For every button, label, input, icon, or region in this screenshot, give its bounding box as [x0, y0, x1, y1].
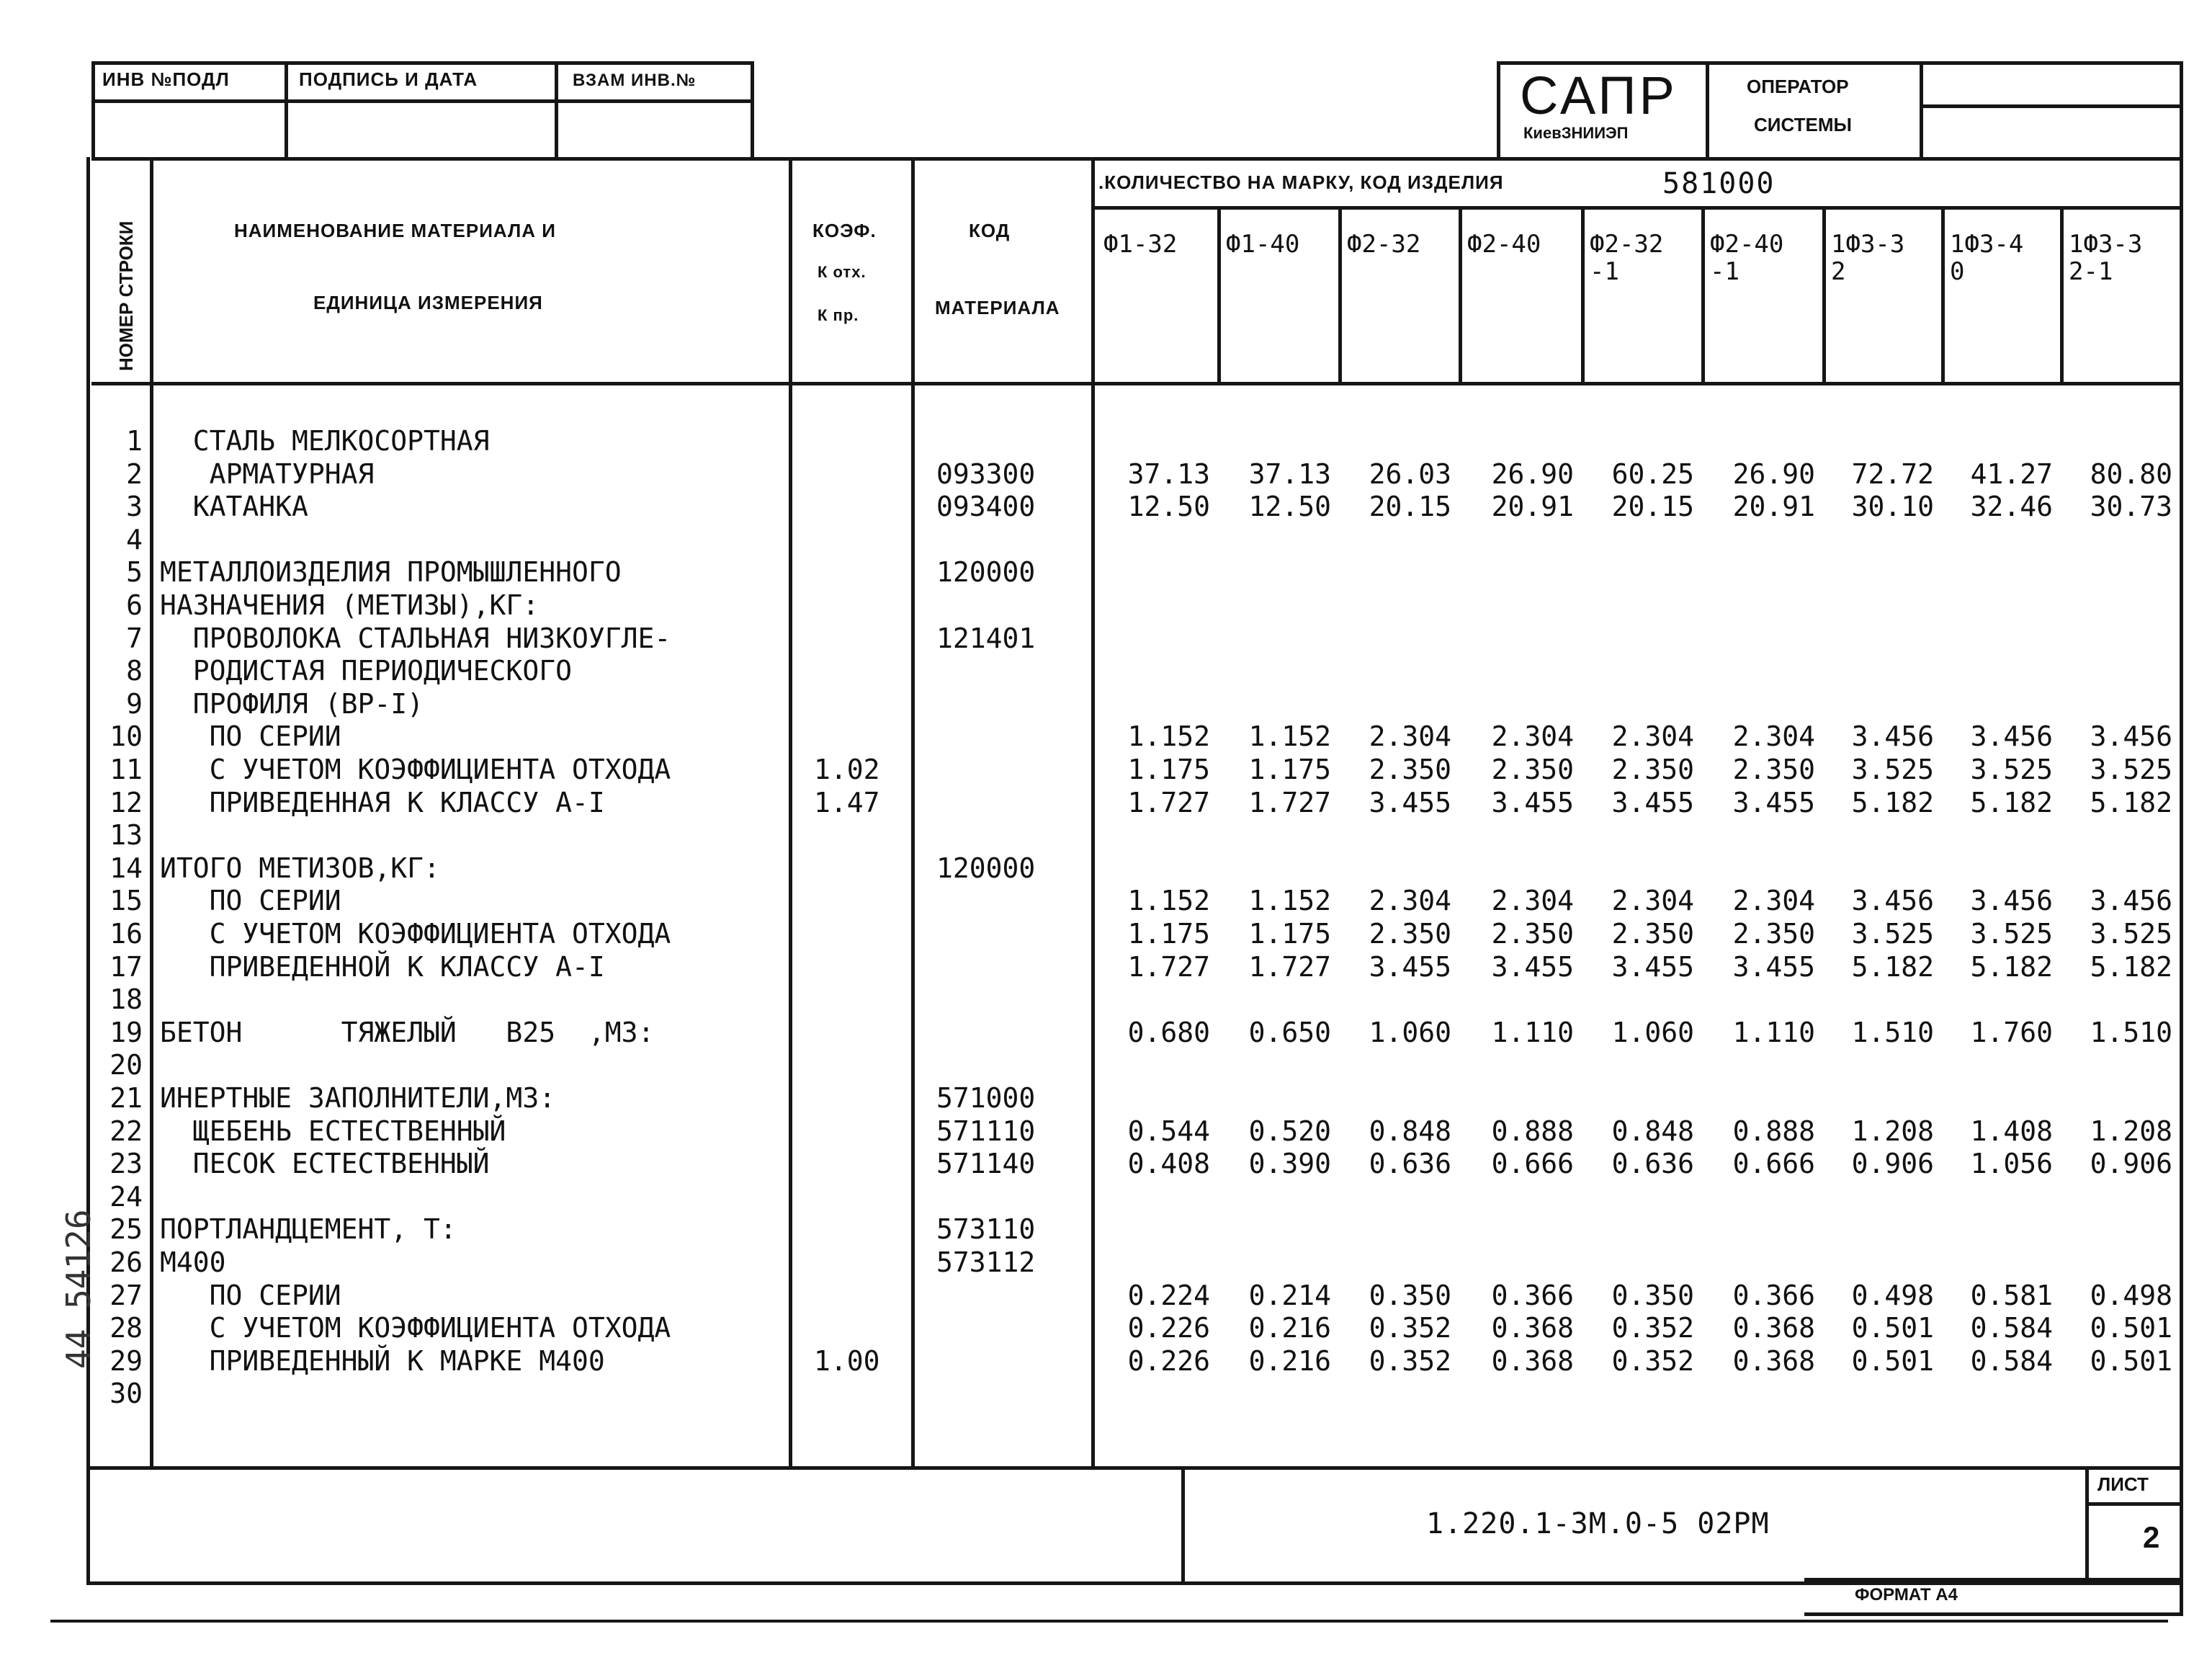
- footer-divider-1: [1181, 1466, 1185, 1581]
- quantity-header: .КОЛИЧЕСТВО НА МАРКУ, КОД ИЗДЕЛИЯ: [1098, 171, 1504, 193]
- signature-date-label: ПОДПИСЬ И ДАТА: [299, 68, 478, 90]
- row-number: 30: [109, 1378, 143, 1410]
- coef-header-2: К отх.: [818, 263, 867, 281]
- quantity-value: 2.304: [1491, 885, 1574, 917]
- rownum-column-border: [150, 157, 153, 1470]
- row-number: 7: [126, 622, 143, 654]
- mark-header: Ф1-32: [1103, 230, 1178, 259]
- mark-header: 1Ф3-3 2: [1831, 230, 1905, 286]
- quantity-value: 0.650: [1248, 1016, 1331, 1048]
- quantity-value: 2.350: [1611, 754, 1694, 785]
- quantity-value: 3.525: [1851, 754, 1934, 785]
- quantity-value: 0.390: [1248, 1148, 1331, 1180]
- quantity-value: 26.03: [1369, 458, 1451, 490]
- quantity-value: 60.25: [1611, 458, 1694, 490]
- coefficient: 1.00: [814, 1344, 880, 1377]
- row-number: 5: [126, 556, 143, 589]
- quantity-value: 0.350: [1611, 1279, 1694, 1311]
- quantity-value: 5.182: [1970, 950, 2053, 983]
- quantity-value: 0.498: [1851, 1279, 1934, 1311]
- row-number: 17: [109, 950, 143, 983]
- quantity-value: 30.73: [2090, 491, 2172, 523]
- material-name: КАТАНКА: [160, 491, 308, 523]
- material-name: ПРОФИЛЯ (ВР-I): [160, 687, 424, 720]
- material-code: 093300: [936, 458, 1036, 490]
- material-code: 573110: [936, 1213, 1036, 1246]
- quantity-value: 1.510: [2090, 1016, 2172, 1048]
- quantity-value: 3.525: [1970, 754, 2053, 785]
- quantity-value: 3.525: [2090, 754, 2172, 785]
- mark-column-divider: [1822, 208, 1826, 384]
- quantity-value: 3.455: [1732, 950, 1815, 983]
- material-code: 571110: [936, 1115, 1036, 1147]
- quantity-value: 0.544: [1127, 1115, 1210, 1147]
- format-box-right: [2180, 1578, 2183, 1616]
- quantity-value: 2.304: [1611, 720, 1694, 753]
- quantity-value: 0.368: [1732, 1312, 1815, 1344]
- sapr-divider-1: [1706, 61, 1709, 159]
- material-name: ПРИВЕДЕННЫЙ К МАРКЕ М400: [160, 1344, 605, 1377]
- operator-label-2: СИСТЕМЫ: [1754, 114, 1852, 135]
- operator-label-1: ОПЕРАТОР: [1747, 76, 1849, 97]
- quantity-value: 1.060: [1369, 1016, 1451, 1048]
- row-number: 6: [126, 589, 143, 621]
- material-name: НАЗНАЧЕНИЯ (МЕТИЗЫ),КГ:: [160, 589, 539, 621]
- vzam-inv-label: ВЗАМ ИНВ.№: [573, 71, 697, 90]
- material-code: 573112: [936, 1246, 1036, 1278]
- row-number: 21: [109, 1082, 143, 1114]
- quantity-value: 0.226: [1127, 1312, 1210, 1344]
- mark-column-divider: [1217, 208, 1221, 384]
- quantity-value: 1.510: [1851, 1016, 1934, 1048]
- row-number: 25: [109, 1213, 143, 1246]
- quantity-value: 1.152: [1127, 885, 1210, 917]
- quantity-value: 1.110: [1732, 1016, 1815, 1048]
- row-number: 19: [109, 1016, 143, 1048]
- material-name: ПОРТЛАНДЦЕМЕНТ, Т:: [160, 1213, 457, 1246]
- quantity-value: 0.368: [1491, 1344, 1574, 1377]
- material-name: СТАЛЬ МЕЛКОСОРТНАЯ: [160, 425, 490, 457]
- mark-column-divider: [1941, 208, 1945, 384]
- row-number: 10: [109, 720, 143, 753]
- quantity-value: 3.456: [1970, 720, 2053, 753]
- material-name-header-1: НАИМЕНОВАНИЕ МАТЕРИАЛА И: [234, 220, 556, 241]
- quantity-value: 1.727: [1248, 786, 1331, 818]
- org-name: КиевЗНИИЭП: [1523, 124, 1629, 142]
- quantity-value: 20.15: [1611, 491, 1694, 523]
- sapr-mid-border: [1923, 104, 2182, 108]
- material-code: 571000: [936, 1082, 1036, 1114]
- quantity-value: 3.455: [1369, 786, 1451, 818]
- material-code: 120000: [936, 852, 1036, 884]
- quantity-value: 0.906: [1851, 1148, 1934, 1180]
- quantity-value: 0.584: [1970, 1312, 2053, 1344]
- quantity-value: 32.46: [1970, 491, 2053, 523]
- quantity-value: 72.72: [1851, 458, 1934, 490]
- sapr-logo: САПР: [1520, 66, 1678, 125]
- inv-podl-label: ИНВ №ПОДЛ: [102, 68, 230, 90]
- quantity-value: 20.91: [1491, 491, 1574, 523]
- mark-header: 1Ф3-4 0: [1950, 230, 2024, 286]
- quantity-value: 0.366: [1732, 1279, 1815, 1311]
- quantity-value: 0.352: [1369, 1344, 1451, 1377]
- quantity-value: 3.455: [1369, 950, 1451, 983]
- mark-header: Ф2-32: [1347, 230, 1421, 259]
- quantity-value: 0.680: [1127, 1016, 1210, 1048]
- quantity-value: 0.214: [1248, 1279, 1331, 1311]
- table-top-border: [91, 157, 2182, 161]
- quantity-value: 2.304: [1732, 720, 1815, 753]
- row-number: 9: [126, 687, 143, 720]
- quantity-value: 1.727: [1248, 950, 1331, 983]
- quantity-value: 0.352: [1369, 1312, 1451, 1344]
- quantity-value: 1.175: [1127, 754, 1210, 785]
- material-name: ПРИВЕДЕННОЙ К КЛАССУ А-I: [160, 950, 605, 983]
- material-name: ЩЕБЕНЬ ЕСТЕСТВЕННЫЙ: [160, 1115, 506, 1147]
- quantity-value: 20.15: [1369, 491, 1451, 523]
- quantity-value: 0.848: [1611, 1115, 1694, 1147]
- quantity-value: 5.182: [1851, 950, 1934, 983]
- row-number: 20: [109, 1049, 143, 1081]
- material-code: 571140: [936, 1148, 1036, 1180]
- quantity-value: 0.584: [1970, 1344, 2053, 1377]
- quantity-value: 80.80: [2090, 458, 2172, 490]
- quantity-value: 3.456: [1851, 720, 1934, 753]
- format-box-top: [1804, 1578, 2182, 1581]
- quantity-header-border: [1095, 206, 2182, 210]
- quantity-value: 0.226: [1127, 1344, 1210, 1377]
- quantity-value: 0.501: [1851, 1344, 1934, 1377]
- quantity-value: 0.888: [1491, 1115, 1574, 1147]
- quantity-value: 0.350: [1369, 1279, 1451, 1311]
- stamp-mid-border: [91, 99, 754, 103]
- material-name: БЕТОН ТЯЖЕЛЫЙ В25 ,М3:: [160, 1016, 655, 1048]
- quantity-value: 3.456: [1970, 885, 2053, 917]
- quantity-value: 1.056: [1970, 1148, 2053, 1180]
- quantity-value: 5.182: [2090, 950, 2172, 983]
- quantity-value: 0.352: [1611, 1344, 1694, 1377]
- quantity-value: 1.152: [1127, 720, 1210, 753]
- material-name: ПЕСОК ЕСТЕСТВЕННЫЙ: [160, 1148, 490, 1180]
- mark-header: 1Ф3-3 2-1: [2069, 230, 2143, 286]
- material-name: ПО СЕРИИ: [160, 885, 341, 917]
- material-name: ИНЕРТНЫЕ ЗАПОЛНИТЕЛИ,М3:: [160, 1082, 556, 1114]
- quantity-value: 2.350: [1369, 918, 1451, 950]
- mark-column-divider: [1581, 208, 1585, 384]
- quantity-value: 0.666: [1491, 1148, 1574, 1180]
- row-number: 8: [126, 655, 143, 687]
- quantity-value: 0.366: [1491, 1279, 1574, 1311]
- stamp-divider-2: [555, 61, 558, 159]
- row-number: 28: [109, 1312, 143, 1344]
- sheet-bottom-edge: [50, 1620, 2168, 1623]
- mark-header: Ф2-40 -1: [1710, 230, 1784, 286]
- row-number: 18: [109, 983, 143, 1016]
- product-code: 581000: [1662, 167, 1776, 200]
- material-name: ПО СЕРИИ: [160, 1279, 341, 1311]
- quantity-value: 0.520: [1248, 1115, 1331, 1147]
- quantity-value: 1.060: [1611, 1016, 1694, 1048]
- quantity-value: 0.408: [1127, 1148, 1210, 1180]
- sheet-label: ЛИСТ: [2097, 1473, 2149, 1495]
- quantity-value: 2.304: [1369, 885, 1451, 917]
- quantity-value: 3.525: [1970, 918, 2053, 950]
- margin-handwritten-note: 44 54126: [59, 1209, 98, 1369]
- material-code: 120000: [936, 556, 1036, 589]
- format-box-bottom: [1804, 1612, 2182, 1616]
- quantity-value: 2.304: [1369, 720, 1451, 753]
- stamp-divider-1: [285, 61, 288, 159]
- quantity-value: 0.848: [1369, 1115, 1451, 1147]
- row-number: 11: [109, 754, 143, 785]
- quantity-value: 20.91: [1732, 491, 1815, 523]
- row-number: 12: [109, 786, 143, 818]
- quantity-value: 5.182: [1970, 786, 2053, 818]
- quantity-value: 0.368: [1732, 1344, 1815, 1377]
- quantity-value: 2.350: [1732, 918, 1815, 950]
- quantity-value: 2.350: [1611, 918, 1694, 950]
- quantity-value: 26.90: [1491, 458, 1574, 490]
- quantity-value: 3.456: [1851, 885, 1934, 917]
- coef-column-border: [911, 157, 915, 1470]
- quantity-value: 1.110: [1491, 1016, 1574, 1048]
- quantity-value: 3.455: [1611, 786, 1694, 818]
- material-name: ПРИВЕДЕННАЯ К КЛАССУ А-I: [160, 786, 605, 818]
- quantity-value: 0.498: [2090, 1279, 2172, 1311]
- quantity-value: 3.455: [1732, 786, 1815, 818]
- quantity-value: 3.455: [1491, 786, 1574, 818]
- quantity-value: 1.175: [1127, 918, 1210, 950]
- material-name: С УЧЕТОМ КОЭФФИЦИЕНТА ОТХОДА: [160, 918, 671, 950]
- document-designation: 1.220.1-3М.0-5 02РМ: [1426, 1507, 1770, 1540]
- quantity-value: 1.152: [1248, 885, 1331, 917]
- quantity-value: 1.727: [1127, 786, 1210, 818]
- quantity-value: 0.501: [1851, 1312, 1934, 1344]
- code-header-1: КОД: [969, 220, 1011, 241]
- quantity-value: 0.581: [1970, 1279, 2053, 1311]
- mark-header: Ф2-40: [1467, 230, 1541, 259]
- material-name: МЕТАЛЛОИЗДЕЛИЯ ПРОМЫШЛЕННОГО: [160, 556, 622, 589]
- quantity-value: 3.455: [1611, 950, 1694, 983]
- mark-column-divider: [1459, 208, 1462, 384]
- material-name: М400: [160, 1246, 226, 1278]
- quantity-value: 1.760: [1970, 1016, 2053, 1048]
- quantity-value: 3.455: [1491, 950, 1574, 983]
- quantity-value: 0.636: [1611, 1148, 1694, 1180]
- quantity-value: 1.727: [1127, 950, 1210, 983]
- quantity-value: 1.175: [1248, 918, 1331, 950]
- row-number: 3: [126, 491, 143, 523]
- quantity-value: 0.352: [1611, 1312, 1694, 1344]
- mark-column-divider: [1338, 208, 1342, 384]
- format-label: ФОРМАТ А4: [1855, 1585, 1958, 1605]
- quantity-value: 2.304: [1611, 885, 1694, 917]
- quantity-value: 1.152: [1248, 720, 1331, 753]
- row-number: 16: [109, 918, 143, 950]
- mark-header: Ф1-40: [1226, 230, 1300, 259]
- row-number: 24: [109, 1180, 143, 1213]
- coef-header-3: К пр.: [818, 306, 859, 324]
- quantity-value: 0.224: [1127, 1279, 1210, 1311]
- mark-header: Ф2-32 -1: [1590, 230, 1664, 286]
- quantity-value: 3.456: [2090, 720, 2172, 753]
- row-number: 26: [109, 1246, 143, 1278]
- row-number: 13: [109, 819, 143, 852]
- material-name: ПО СЕРИИ: [160, 720, 341, 753]
- row-number: 29: [109, 1344, 143, 1377]
- row-number: 22: [109, 1115, 143, 1147]
- quantity-value: 37.13: [1127, 458, 1210, 490]
- quantity-value: 3.525: [1851, 918, 1934, 950]
- coef-header-1: КОЭФ.: [812, 220, 877, 241]
- row-number-header: НОМЕР СТРОКИ: [115, 220, 137, 371]
- sheet-number: 2: [2143, 1520, 2160, 1554]
- quantity-value: 0.666: [1732, 1148, 1815, 1180]
- quantity-value: 3.525: [2090, 918, 2172, 950]
- stamp-right-border: [751, 61, 754, 159]
- quantity-value: 12.50: [1127, 491, 1210, 523]
- material-name: ПРОВОЛОКА СТАЛЬНАЯ НИЗКОУГЛЕ-: [160, 622, 671, 654]
- quantity-value: 2.350: [1732, 754, 1815, 785]
- material-name: ИТОГО МЕТИЗОВ,КГ:: [160, 852, 440, 884]
- material-code: 093400: [936, 491, 1036, 523]
- quantity-value: 0.906: [2090, 1148, 2172, 1180]
- coefficient: 1.47: [814, 786, 880, 818]
- sapr-divider-2: [1920, 61, 1923, 159]
- quantity-value: 5.182: [2090, 786, 2172, 818]
- quantity-value: 0.888: [1732, 1115, 1815, 1147]
- quantity-value: 30.10: [1851, 491, 1934, 523]
- quantity-value: 0.368: [1491, 1312, 1574, 1344]
- quantity-value: 0.636: [1369, 1148, 1451, 1180]
- footer-divider-2: [2085, 1466, 2089, 1581]
- quantity-value: 0.501: [2090, 1344, 2172, 1377]
- stamp-left-border: [91, 61, 95, 159]
- coefficient: 1.02: [814, 754, 880, 785]
- row-number: 14: [109, 852, 143, 884]
- row-number: 2: [126, 458, 143, 490]
- quantity-value: 3.456: [2090, 885, 2172, 917]
- sapr-left-border: [1497, 61, 1500, 159]
- table-bottom-border: [86, 1466, 2182, 1470]
- quantity-value: 0.501: [2090, 1312, 2172, 1344]
- row-number: 23: [109, 1148, 143, 1180]
- quantity-value: 2.304: [1732, 885, 1815, 917]
- quantity-value: 0.216: [1248, 1344, 1331, 1377]
- sheet-label-border: [2085, 1502, 2182, 1506]
- quantity-value: 1.208: [1851, 1115, 1934, 1147]
- row-number: 27: [109, 1279, 143, 1311]
- mark-column-divider: [1701, 208, 1705, 384]
- code-header-2: МАТЕРИАЛА: [935, 297, 1060, 318]
- row-number: 4: [126, 523, 143, 555]
- quantity-value: 41.27: [1970, 458, 2053, 490]
- quantity-value: 2.304: [1491, 720, 1574, 753]
- material-name: С УЧЕТОМ КОЭФФИЦИЕНТА ОТХОДА: [160, 754, 671, 785]
- material-name: РОДИСТАЯ ПЕРИОДИЧЕСКОГО: [160, 655, 572, 687]
- quantity-value: 12.50: [1248, 491, 1331, 523]
- quantity-value: 1.175: [1248, 754, 1331, 785]
- quantity-value: 2.350: [1491, 918, 1574, 950]
- quantity-value: 5.182: [1851, 786, 1934, 818]
- quantity-value: 2.350: [1491, 754, 1574, 785]
- mark-column-divider: [2060, 208, 2064, 384]
- quantity-value: 0.216: [1248, 1312, 1331, 1344]
- quantity-value: 1.208: [2090, 1115, 2172, 1147]
- quantity-value: 1.408: [1970, 1115, 2053, 1147]
- material-name-header-2: ЕДИНИЦА ИЗМЕРЕНИЯ: [313, 292, 543, 313]
- stamp-top-border: [91, 61, 754, 65]
- name-column-border: [789, 157, 792, 1470]
- sapr-right-border: [2180, 61, 2183, 159]
- row-number: 1: [126, 425, 143, 457]
- row-number: 15: [109, 885, 143, 917]
- quantity-value: 2.350: [1369, 754, 1451, 785]
- material-name: С УЧЕТОМ КОЭФФИЦИЕНТА ОТХОДА: [160, 1312, 671, 1344]
- material-code: 121401: [936, 622, 1036, 654]
- material-name: АРМАТУРНАЯ: [160, 458, 375, 490]
- table-right-border: [2180, 157, 2183, 1585]
- quantity-value: 26.90: [1732, 458, 1815, 490]
- header-bottom-border: [91, 382, 2182, 385]
- quantity-value: 37.13: [1248, 458, 1331, 490]
